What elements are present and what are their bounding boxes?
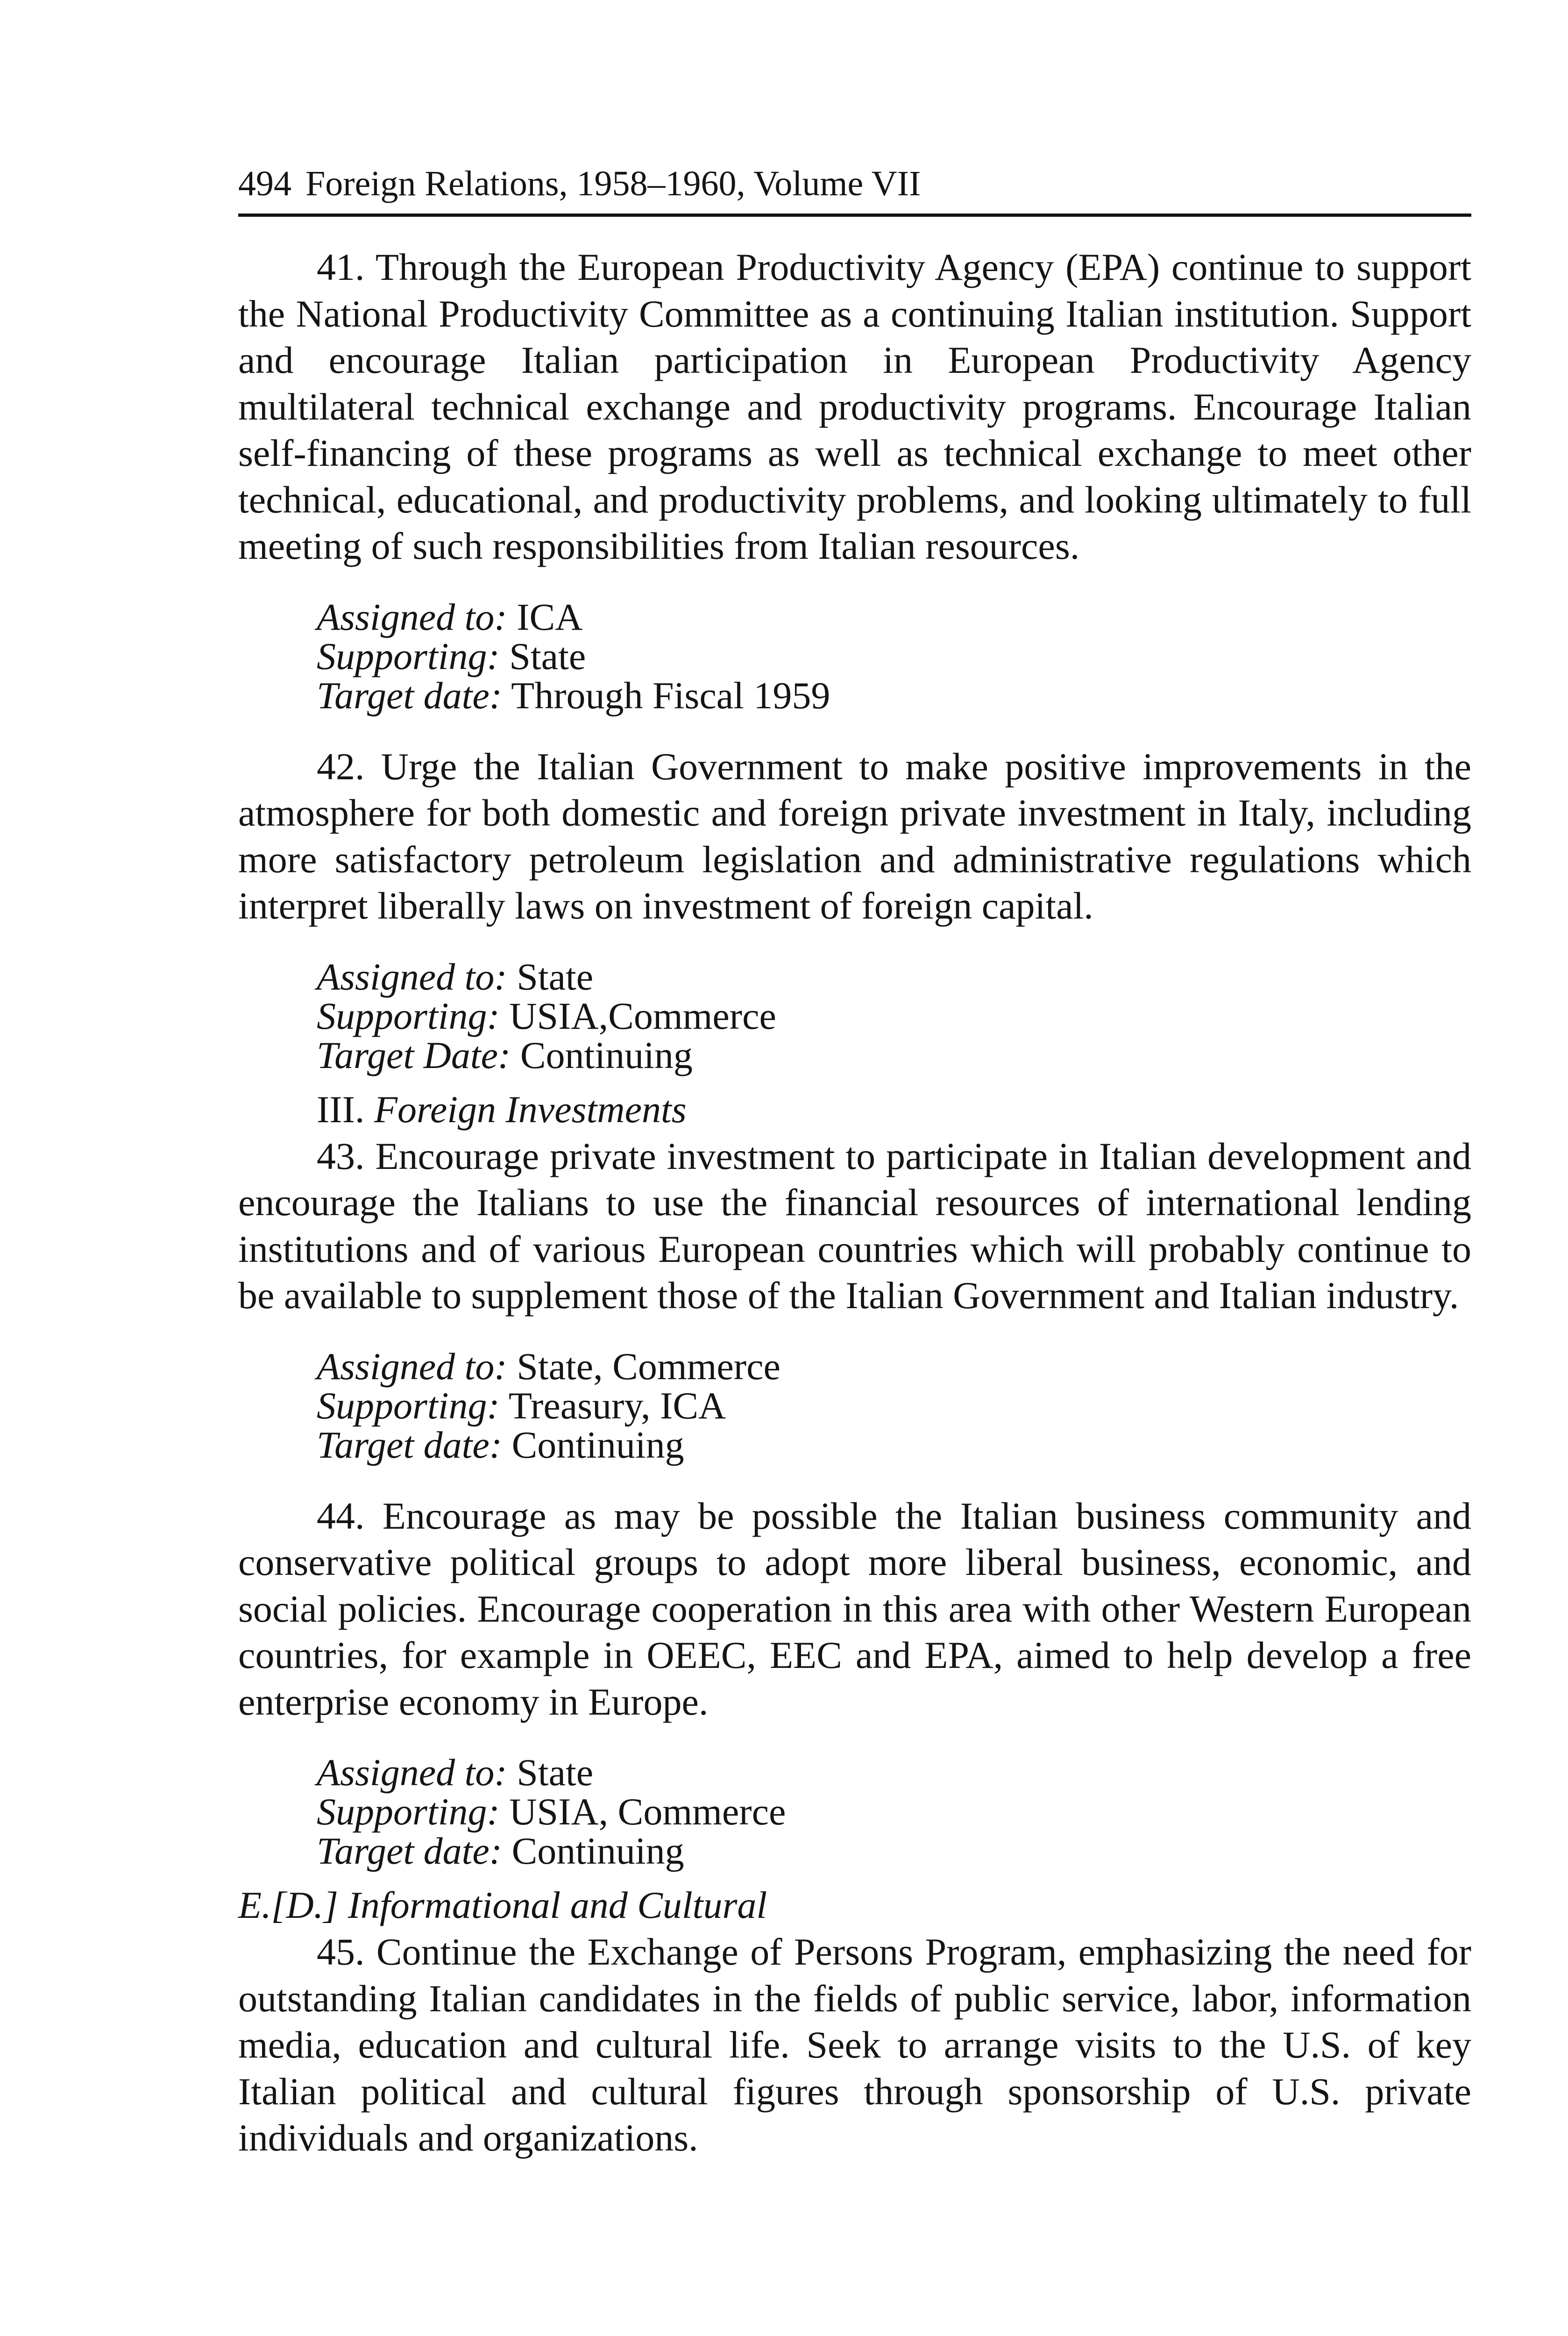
assignment-block-44: [238, 1753, 1471, 1871]
target-line: Target Date: Continuing: [317, 1033, 693, 1076]
paragraph-43: 43. Encourage private investment to participate in Italian development and encourage the Italians to use the financial resources of international lending institutions and of various European countries which will probably continue to be available to supplement those of the Italian Government and Italian industry.: [238, 1134, 1471, 1317]
assigned-line: Assigned to: ICA: [317, 595, 583, 638]
assignment-block-41: [238, 595, 1471, 717]
target-line: Target date: Continuing: [317, 1830, 684, 1872]
paragraph-42: 42. Urge the Italian Government to make positive improvements in the atmosphere for both domestic and foreign private investment in Italy, including more satisfactory petroleum legislation and administrative regulations which interpret liberally laws on investment of foreign capital.: [238, 745, 1471, 927]
page-number: 494: [238, 164, 291, 203]
assigned-line: Assigned to: State: [317, 955, 594, 998]
supporting-line: Supporting: Treasury, ICA: [317, 1384, 726, 1427]
target-line: Target date: Through Fiscal 1959: [317, 674, 830, 717]
section-heading-foreign-investments: III. Foreign Investments: [317, 1088, 687, 1131]
section-heading-informational-cultural: E.[D.] Informational and Cultural: [238, 1884, 767, 1926]
paragraph-45: 45. Continue the Exchange of Persons Program, emphasizing the need for outstanding Italian candidates in the fields of public service, labor, information media, education and cultural life. Seek to arrange visits to the U.S. of key Italian political and cultural figures through sponsorship of U.S. private individuals and organizations.: [238, 1930, 1471, 2159]
paragraph-41: 41. Through the European Productivity Agency (EPA) continue to support the National Productivity Committee as a continuing Italian institution. Support and encourage Italian participation in European Productivity Agency multilateral technical exchange and productivity programs. Encourage Italian self-financing of these programs as well as technical exchange to meet other technical, educational, and productivity problems, and looking ultimately to full meeting of such responsibilities from Italian resources.: [238, 246, 1471, 567]
target-line: Target date: Continuing: [317, 1423, 684, 1466]
running-head: [238, 161, 1471, 217]
assignment-block-43: [238, 1347, 1471, 1465]
supporting-line: Supporting: USIA,Commerce: [317, 994, 776, 1037]
assigned-line: Assigned to: State, Commerce: [317, 1345, 780, 1388]
assignment-block-42: [238, 957, 1471, 1075]
paragraph-44: 44. Encourage as may be possible the Italian business community and conservative political groups to adopt more liberal business, economic, and social policies. Encourage cooperation in this area with other Western European countries, for example in OEEC, EEC and EPA, aimed to help develop a free enterprise economy in Europe.: [238, 1494, 1471, 1723]
volume-title: Foreign Relations, 1958–1960, Volume VII: [305, 164, 921, 203]
supporting-line: Supporting: USIA, Commerce: [317, 1790, 786, 1833]
assigned-line: Assigned to: State: [317, 1751, 594, 1794]
supporting-line: Supporting: State: [317, 634, 586, 677]
